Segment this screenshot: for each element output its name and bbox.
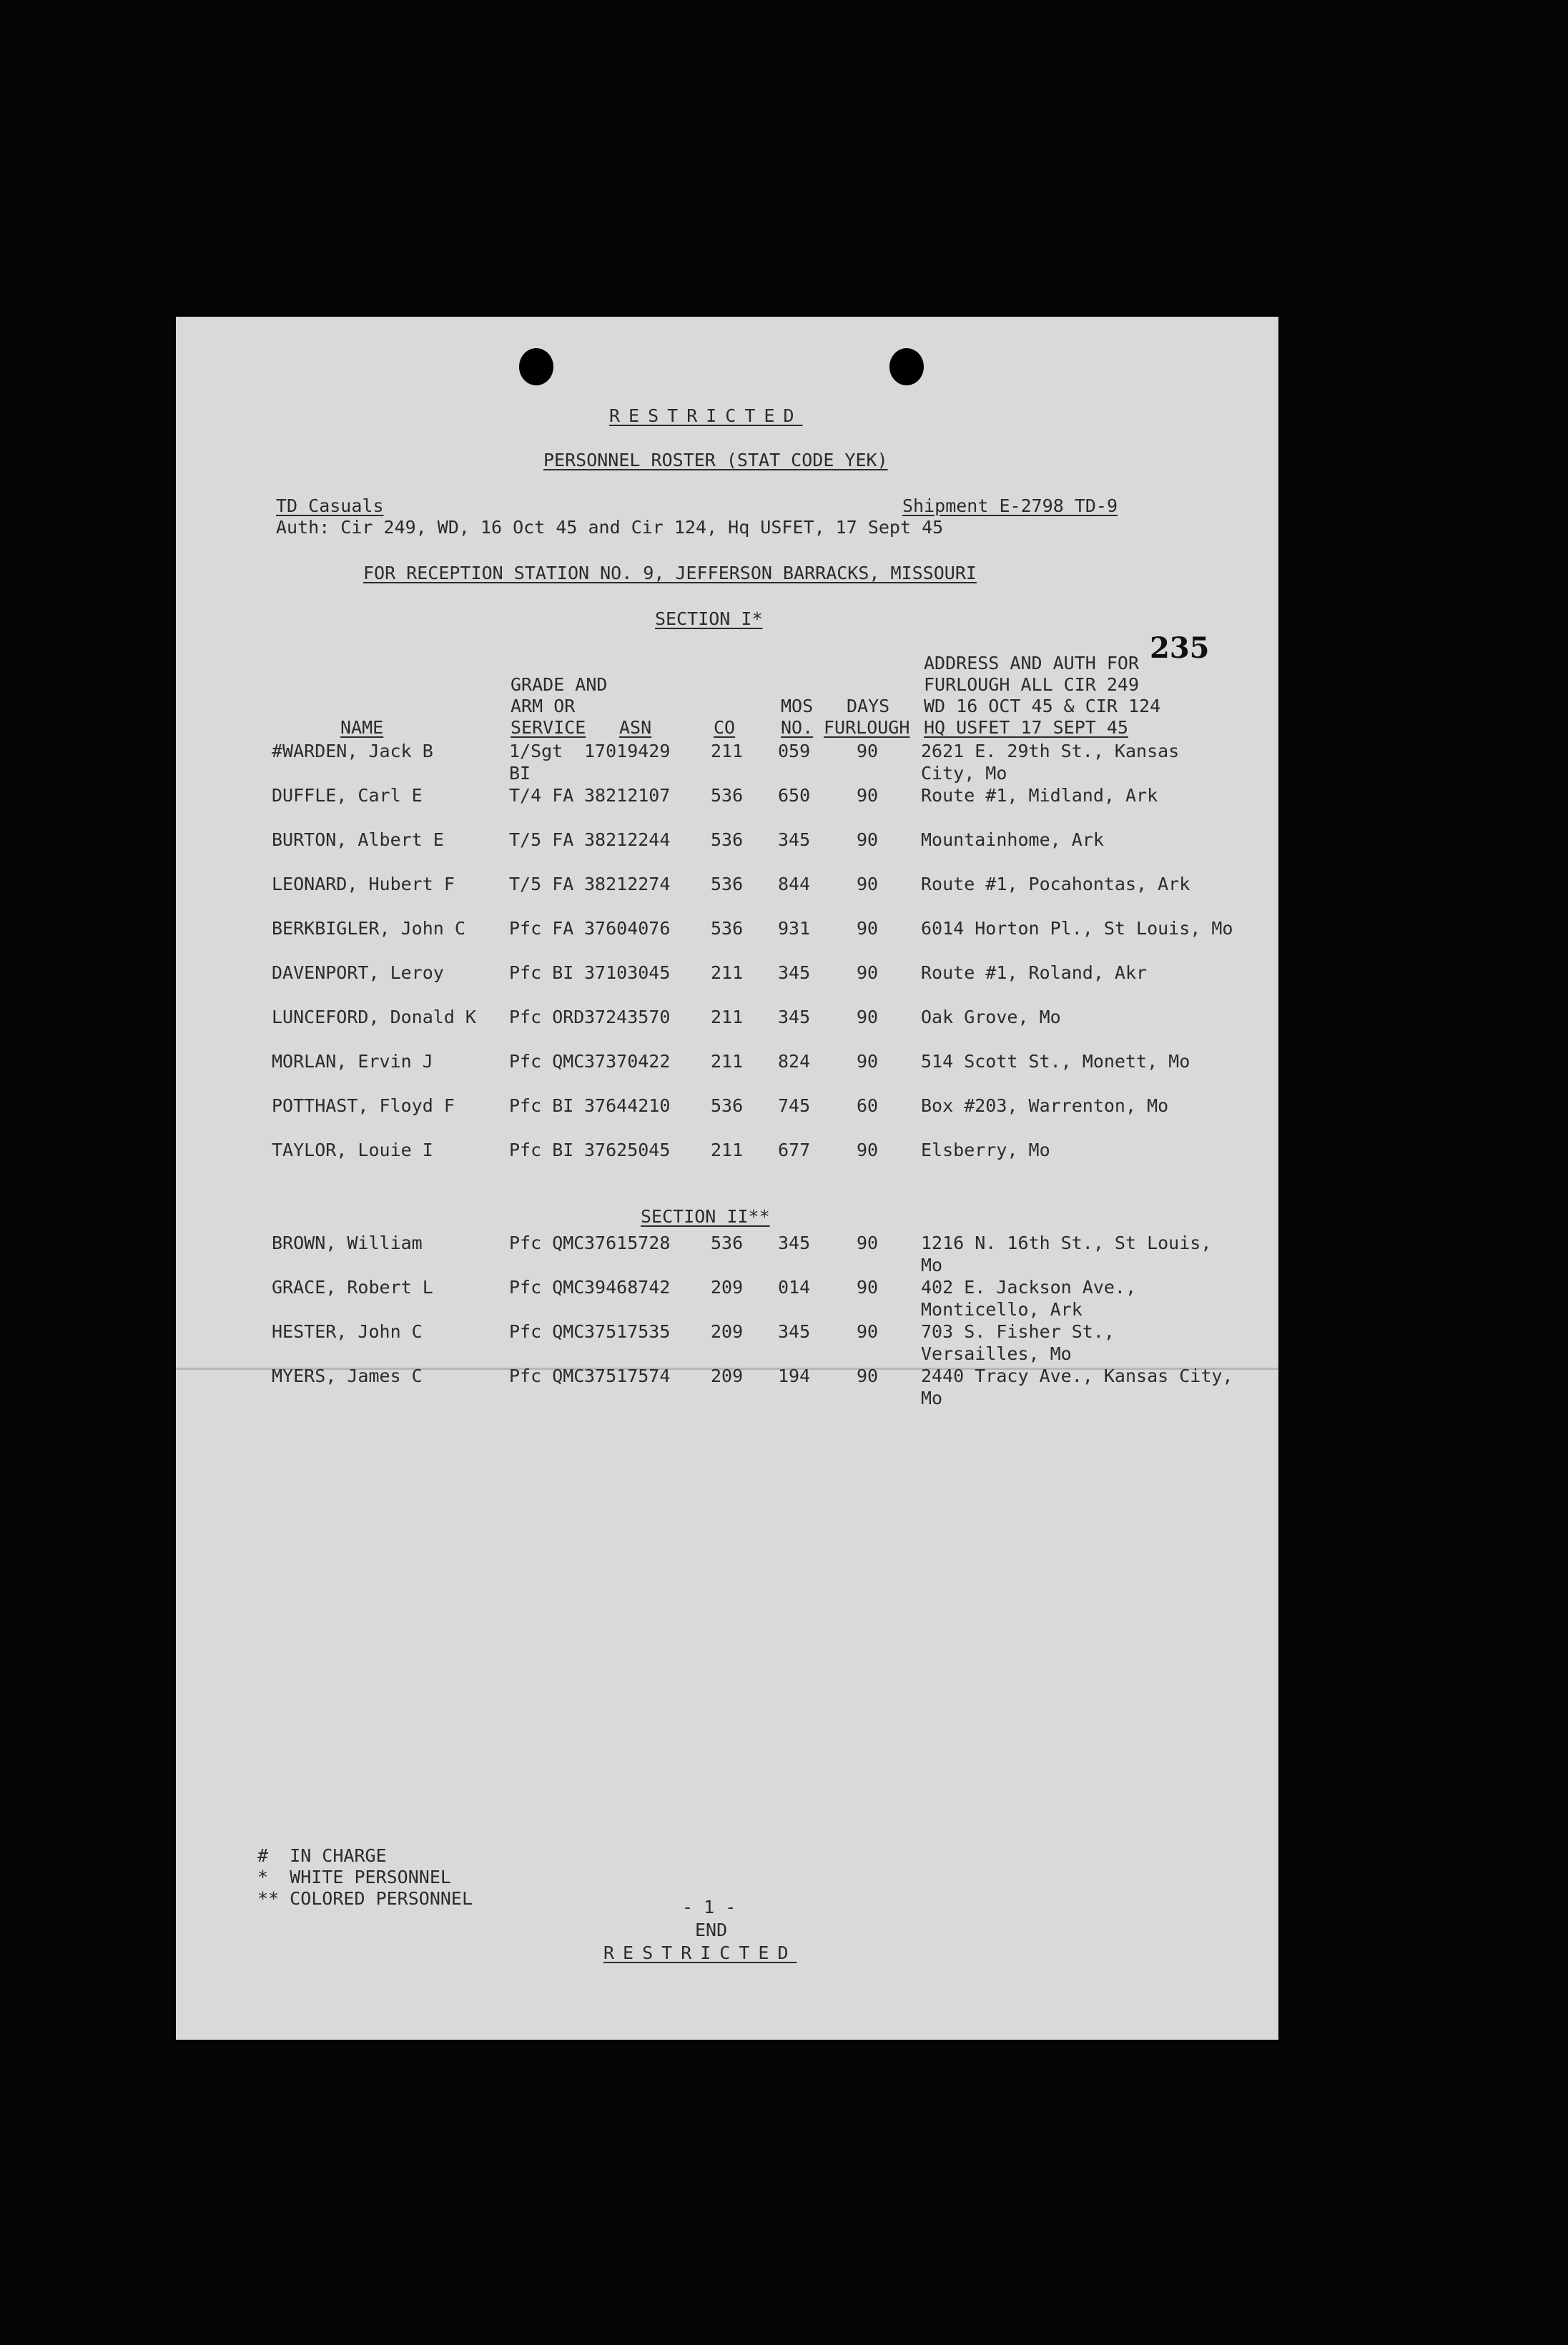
cell-address: Oak Grove, Mo: [921, 1007, 1061, 1027]
cell-asn: 37644210: [584, 1095, 671, 1116]
col-header-address-3: WD 16 OCT 45 & CIR 124: [924, 696, 1161, 716]
cell-days: 90: [857, 741, 879, 761]
cell-mos: 745: [778, 1095, 811, 1116]
table-row: [176, 740, 1278, 786]
binder-hole-right: [889, 348, 924, 385]
cell-grade: Pfc QMC: [509, 1321, 585, 1342]
shipment-label: Shipment E-2798 TD-9: [902, 495, 1118, 516]
page-number-stamp: 235: [1150, 631, 1210, 665]
cell-address: 514 Scott St., Monett, Mo: [921, 1051, 1190, 1072]
cell-co: 536: [711, 874, 744, 894]
cell-mos: 345: [778, 1007, 811, 1027]
cell-mos: 824: [778, 1051, 811, 1072]
cell-asn: 39468742: [584, 1277, 671, 1298]
cell-days: 90: [857, 874, 879, 894]
cell-days: 90: [857, 1277, 879, 1298]
cell-name: GRACE, Robert L: [272, 1277, 433, 1298]
table-row: [176, 962, 1278, 1007]
table-row: [176, 1006, 1278, 1052]
cell-co: 211: [711, 1007, 744, 1027]
table-row: [176, 1232, 1278, 1278]
cell-asn: 38212107: [584, 785, 671, 806]
cell-mos: 014: [778, 1277, 811, 1298]
page-number: - 1 -: [682, 1897, 736, 1917]
cell-name: LEONARD, Hubert F: [272, 874, 455, 894]
cell-mos: 345: [778, 962, 811, 983]
cell-mos: 345: [778, 1233, 811, 1253]
cell-name: BURTON, Albert E: [272, 829, 444, 850]
col-header-address-4: HQ USFET 17 SEPT 45: [924, 717, 1128, 738]
cell-co: 536: [711, 918, 744, 939]
cell-asn: 37370422: [584, 1051, 671, 1072]
table-row: [176, 1139, 1278, 1185]
cell-grade: Pfc QMC: [509, 1277, 585, 1298]
cell-mos: 345: [778, 829, 811, 850]
col-header-name: NAME: [340, 717, 384, 738]
cell-asn: 37604076: [584, 918, 671, 939]
end-marker: END: [695, 1920, 728, 1940]
cell-grade: T/5 FA: [509, 874, 574, 894]
table-row: [176, 1276, 1278, 1322]
cell-asn: 37517535: [584, 1321, 671, 1342]
cell-address: Elsberry, Mo: [921, 1140, 1050, 1160]
cell-grade: Pfc QMC: [509, 1233, 585, 1253]
cell-name: POTTHAST, Floyd F: [272, 1095, 455, 1116]
classification-bottom: RESTRICTED: [603, 1942, 797, 1963]
document-page: [176, 317, 1278, 2040]
col-header-address-1: ADDRESS AND AUTH FOR: [924, 653, 1140, 673]
table-row: [176, 829, 1278, 874]
cell-co: 211: [711, 1051, 744, 1072]
cell-address: 6014 Horton Pl., St Louis, Mo: [921, 918, 1233, 939]
col-header-days-2: FURLOUGH: [824, 717, 910, 738]
cell-grade: Pfc QMC: [509, 1051, 585, 1072]
cell-mos: 931: [778, 918, 811, 939]
cell-asn: 17019429: [584, 741, 671, 761]
cell-asn: 37103045: [584, 962, 671, 983]
unit-label: TD Casuals: [276, 495, 384, 516]
cell-grade: 1/Sgt BI: [509, 741, 563, 784]
cell-days: 90: [857, 962, 879, 983]
cell-days: 90: [857, 1321, 879, 1342]
cell-days: 90: [857, 1366, 879, 1386]
cell-grade: Pfc BI: [509, 962, 574, 983]
col-header-days-1: DAYS: [847, 696, 890, 716]
table-row: [176, 1320, 1278, 1366]
cell-days: 90: [857, 785, 879, 806]
cell-grade: T/5 FA: [509, 829, 574, 850]
cell-co: 211: [711, 1140, 744, 1160]
table-row: [176, 1050, 1278, 1096]
col-header-mos-1: MOS: [781, 696, 814, 716]
cell-co: 209: [711, 1321, 744, 1342]
cell-mos: 677: [778, 1140, 811, 1160]
cell-address: Route #1, Midland, Ark: [921, 785, 1158, 806]
cell-co: 211: [711, 962, 744, 983]
cell-grade: Pfc ORD: [509, 1007, 585, 1027]
legend-colored-personnel: ** COLORED PERSONNEL: [257, 1888, 473, 1909]
cell-days: 90: [857, 1233, 879, 1253]
destination-line: FOR RECEPTION STATION NO. 9, JEFFERSON BARRACKS, MISSOURI: [363, 563, 977, 583]
cell-name: TAYLOR, Louie I: [272, 1140, 433, 1160]
cell-grade: Pfc QMC: [509, 1366, 585, 1386]
cell-address: 2440 Tracy Ave., Kansas City, Mo: [921, 1366, 1233, 1408]
cell-co: 536: [711, 1233, 744, 1253]
cell-name: DAVENPORT, Leroy: [272, 962, 444, 983]
cell-asn: 38212274: [584, 874, 671, 894]
cell-days: 90: [857, 1051, 879, 1072]
section-1-title: SECTION I*: [655, 608, 763, 629]
cell-name: BERKBIGLER, John C: [272, 918, 465, 939]
cell-co: 209: [711, 1277, 744, 1298]
cell-name: DUFFLE, Carl E: [272, 785, 423, 806]
cell-asn: 38212244: [584, 829, 671, 850]
col-header-asn: ASN: [619, 717, 652, 738]
cell-name: HESTER, John C: [272, 1321, 423, 1342]
col-header-mos-2: NO.: [781, 717, 814, 738]
cell-asn: 37243570: [584, 1007, 671, 1027]
section-2-title: SECTION II**: [641, 1206, 770, 1227]
cell-days: 90: [857, 918, 879, 939]
classification-top: RESTRICTED: [609, 405, 803, 426]
cell-days: 90: [857, 1007, 879, 1027]
binder-hole-left: [519, 348, 553, 385]
cell-grade: Pfc BI: [509, 1140, 574, 1160]
legend-white-personnel: * WHITE PERSONNEL: [257, 1867, 451, 1887]
cell-grade: Pfc BI: [509, 1095, 574, 1116]
cell-asn: 37625045: [584, 1140, 671, 1160]
legend-in-charge: # IN CHARGE: [257, 1845, 387, 1866]
cell-mos: 059: [778, 741, 811, 761]
cell-days: 90: [857, 1140, 879, 1160]
cell-co: 536: [711, 829, 744, 850]
cell-address: Box #203, Warrenton, Mo: [921, 1095, 1169, 1116]
cell-address: 703 S. Fisher St., Versailles, Mo: [921, 1321, 1115, 1364]
cell-days: 90: [857, 829, 879, 850]
cell-name: MYERS, James C: [272, 1366, 423, 1386]
cell-address: 2621 E. 29th St., Kansas City, Mo: [921, 741, 1180, 784]
cell-grade: Pfc FA: [509, 918, 574, 939]
col-header-grade-1: GRADE AND: [511, 674, 608, 695]
authority-line: Auth: Cir 249, WD, 16 Oct 45 and Cir 124, Hq USFET, 17 Sept 45: [276, 517, 944, 538]
col-header-co: CO: [714, 717, 736, 738]
table-row: [176, 784, 1278, 830]
cell-grade: T/4 FA: [509, 785, 574, 806]
cell-mos: 194: [778, 1366, 811, 1386]
col-header-address-2: FURLOUGH ALL CIR 249: [924, 674, 1140, 695]
table-row: [176, 917, 1278, 963]
table-row: [176, 873, 1278, 919]
col-header-grade-2: ARM OR: [511, 696, 576, 716]
cell-mos: 650: [778, 785, 811, 806]
cell-name: #WARDEN, Jack B: [272, 741, 433, 761]
cell-co: 536: [711, 1095, 744, 1116]
table-row: [176, 1365, 1278, 1411]
table-row: [176, 1095, 1278, 1140]
col-header-grade-3: SERVICE: [511, 717, 586, 738]
cell-asn: 37517574: [584, 1366, 671, 1386]
cell-mos: 345: [778, 1321, 811, 1342]
cell-co: 211: [711, 741, 744, 761]
cell-mos: 844: [778, 874, 811, 894]
cell-address: Route #1, Pocahontas, Ark: [921, 874, 1190, 894]
cell-address: 1216 N. 16th St., St Louis, Mo: [921, 1233, 1212, 1275]
cell-co: 209: [711, 1366, 744, 1386]
cell-asn: 37615728: [584, 1233, 671, 1253]
cell-co: 536: [711, 785, 744, 806]
cell-name: MORLAN, Ervin J: [272, 1051, 433, 1072]
cell-address: 402 E. Jackson Ave., Monticello, Ark: [921, 1277, 1137, 1320]
cell-name: BROWN, William: [272, 1233, 423, 1253]
roster-title: PERSONNEL ROSTER (STAT CODE YEK): [543, 450, 888, 470]
cell-address: Mountainhome, Ark: [921, 829, 1104, 850]
cell-address: Route #1, Roland, Akr: [921, 962, 1148, 983]
cell-days: 60: [857, 1095, 879, 1116]
cell-name: LUNCEFORD, Donald K: [272, 1007, 476, 1027]
